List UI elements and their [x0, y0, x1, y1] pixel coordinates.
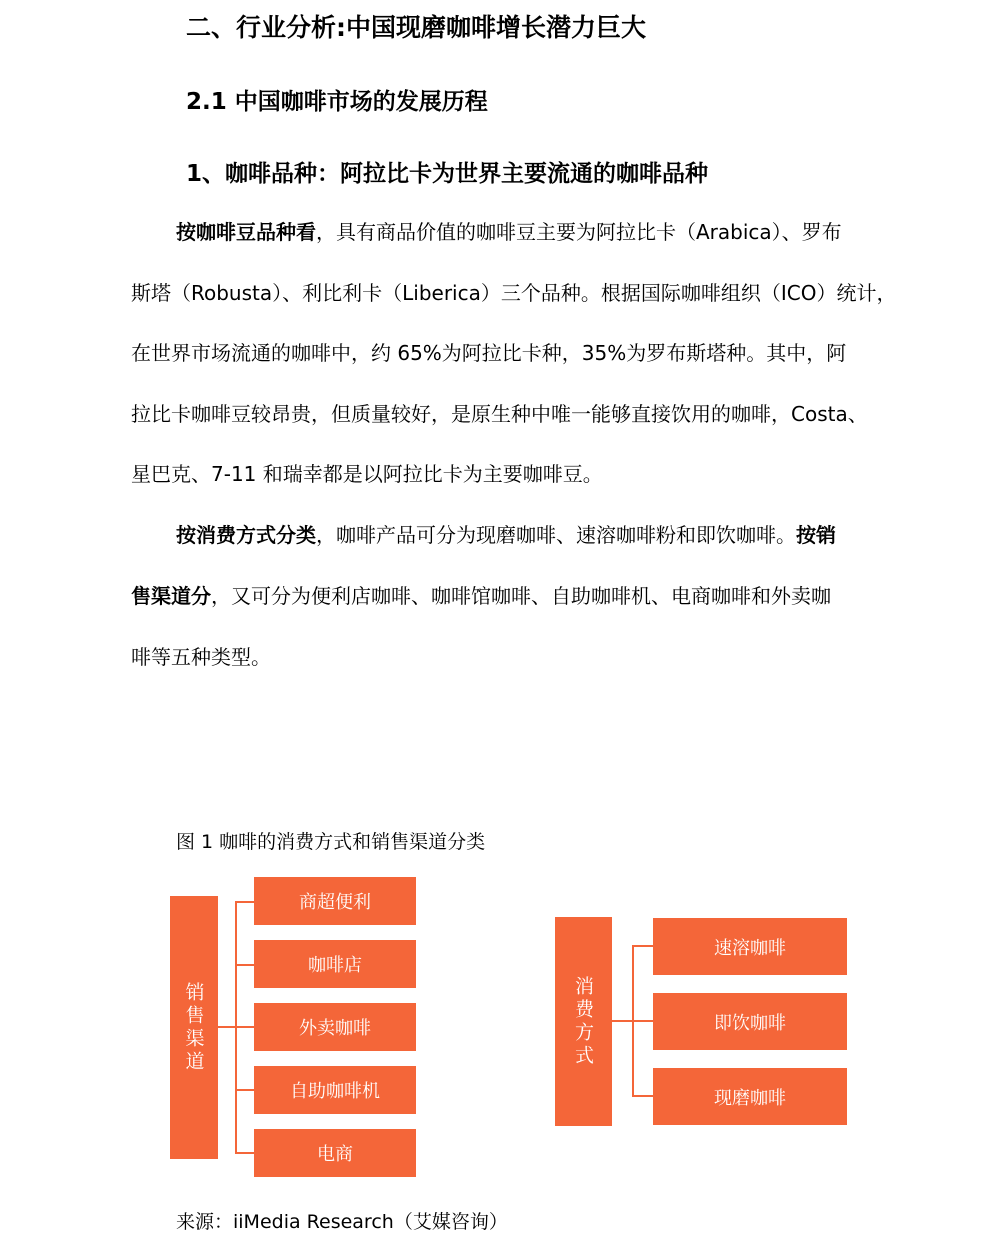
connector — [235, 964, 254, 966]
text-span: ，咖啡产品可分为现磨咖啡、速溶咖啡粉和即饮咖啡。 — [316, 523, 796, 547]
lead-text: 按消费方式分类 — [176, 523, 316, 547]
consumption-mode-root: 消费方式 — [555, 917, 612, 1126]
lead-text: 按销 — [796, 523, 836, 547]
lead-text: 售渠道分 — [131, 584, 211, 608]
figure-caption: 图 1 咖啡的消费方式和销售渠道分类 — [176, 831, 486, 853]
connector — [632, 1020, 653, 1022]
sales-channel-item: 外卖咖啡 — [254, 1003, 416, 1051]
text-span: ，又可分为便利店咖啡、咖啡馆咖啡、自助咖啡机、电商咖啡和外卖咖 — [211, 584, 831, 608]
connector — [612, 1020, 633, 1022]
point-heading: 1、咖啡品种：阿拉比卡为世界主要流通的咖啡品种 — [186, 161, 709, 187]
connector — [235, 1152, 254, 1154]
connector — [218, 1026, 236, 1028]
sales-channel-item: 咖啡店 — [254, 940, 416, 988]
sales-channel-root: 销售渠道 — [170, 896, 218, 1159]
paragraph-line: 斯塔（Robusta）、利比利卡（Liberica）三个品种。根据国际咖啡组织（ICO）统计， — [131, 281, 897, 305]
figure-source: 来源：iiMedia Research（艾媒咨询） — [176, 1211, 508, 1233]
sales-channel-item: 自助咖啡机 — [254, 1066, 416, 1114]
subsection-heading: 2.1 中国咖啡市场的发展历程 — [186, 89, 488, 115]
paragraph-line: 啡等五种类型。 — [131, 645, 271, 669]
paragraph-line: 拉比卡咖啡豆较昂贵，但质量较好，是原生种中唯一能够直接饮用的咖啡，Costa、 — [131, 402, 868, 426]
text-span: ，具有商品价值的咖啡豆主要为阿拉比卡（Arabica）、罗布 — [316, 220, 842, 244]
paragraph-line — [176, 521, 836, 549]
connector — [632, 945, 653, 947]
connector — [235, 901, 254, 903]
lead-text: 按咖啡豆品种看 — [176, 220, 316, 244]
paragraph-line — [176, 218, 842, 246]
paragraph-line: 星巴克、7-11 和瑞幸都是以阿拉比卡为主要咖啡豆。 — [131, 462, 603, 486]
consumption-mode-item: 现磨咖啡 — [653, 1068, 847, 1125]
consumption-mode-item: 速溶咖啡 — [653, 918, 847, 975]
sales-channel-item: 电商 — [254, 1129, 416, 1177]
consumption-mode-item: 即饮咖啡 — [653, 993, 847, 1050]
connector — [632, 1095, 653, 1097]
section-heading: 二、行业分析:中国现磨咖啡增长潜力巨大 — [186, 13, 646, 42]
sales-channel-item: 商超便利 — [254, 877, 416, 925]
connector — [235, 1026, 254, 1028]
connector — [235, 1089, 254, 1091]
paragraph-line — [131, 582, 831, 610]
paragraph-line: 在世界市场流通的咖啡中，约 65%为阿拉比卡种，35%为罗布斯塔种。其中，阿 — [131, 341, 847, 365]
